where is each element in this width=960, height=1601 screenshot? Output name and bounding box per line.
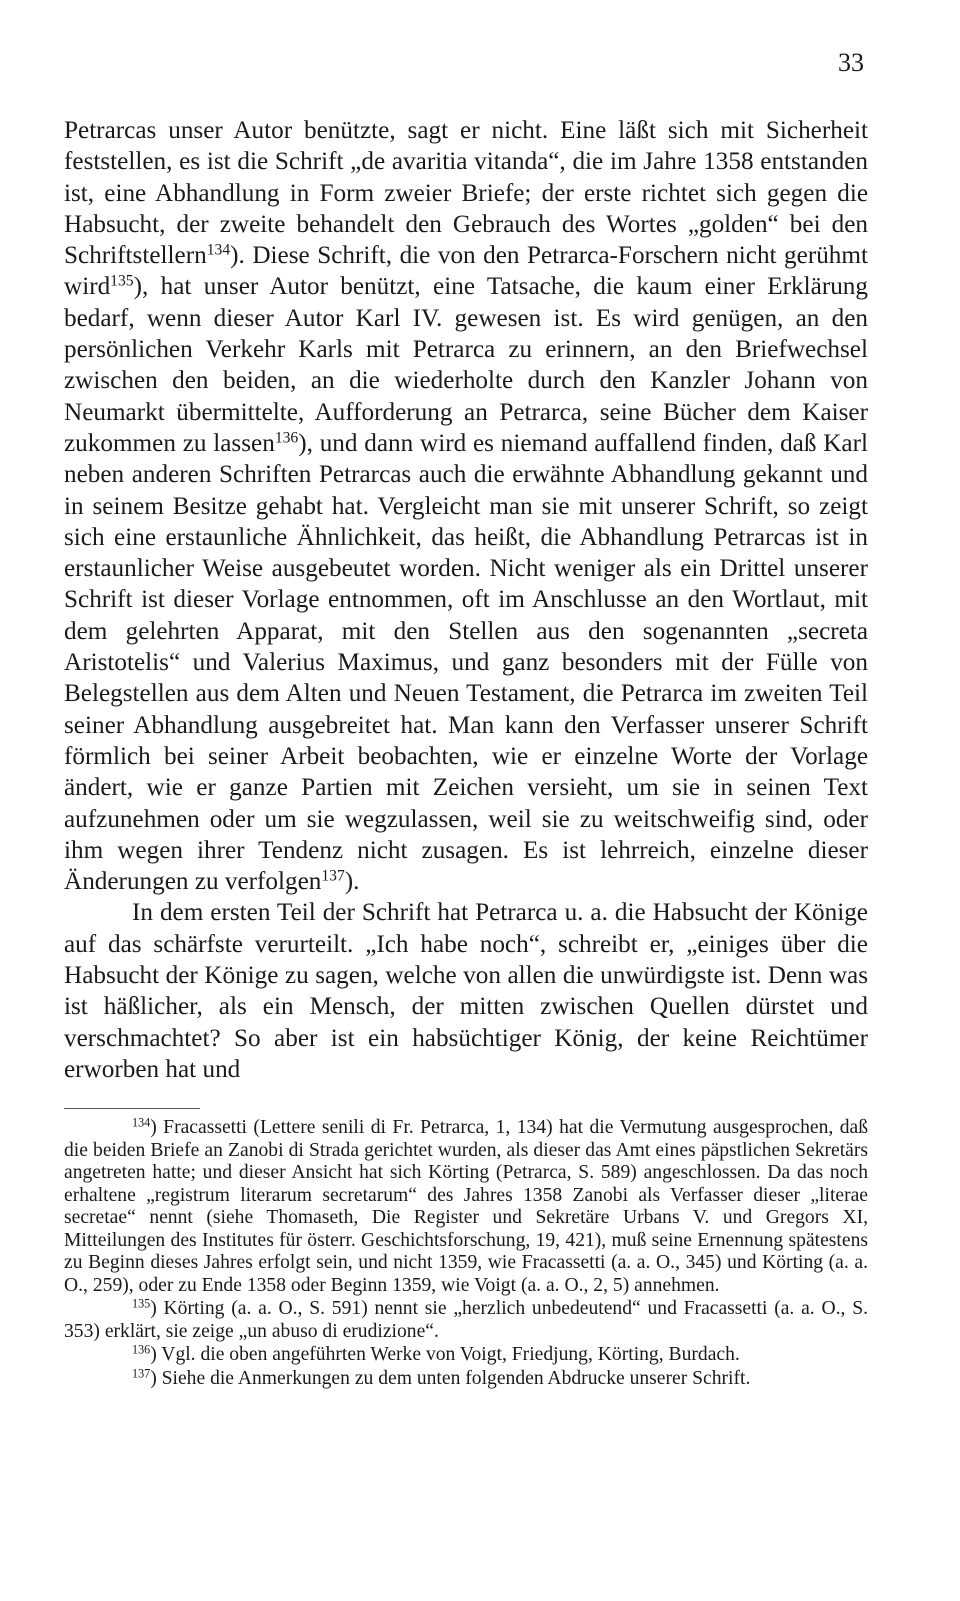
paragraph-text: ). Diese Schrift, die von den Petrarca-Forschern nicht gerühmt wird: [64, 242, 868, 301]
main-text: [64, 115, 868, 1085]
footnote: [64, 1298, 868, 1343]
footnote-reference: 134: [206, 241, 231, 259]
footnote-text: ) Vgl. die oben angeführten Werke von Voigt, Friedjung, Körting, Burdach.: [150, 1344, 740, 1365]
footnote-number: 137: [132, 1365, 151, 1380]
paragraph-text: ).: [344, 868, 360, 896]
footnote-separator: [64, 1108, 200, 1109]
footnote-number: 134: [132, 1115, 151, 1130]
footnote-reference: 135: [110, 272, 134, 290]
footnote-reference: 136: [274, 429, 299, 447]
footnote-text: ) Körting (a. a. O., S. 591) nennt sie „herzlich unbedeutend“ und Fracassetti (a. a. O., S. 353) erklärt, sie zeige „un abuso di erudizione“.: [64, 1298, 868, 1342]
paragraph-text: ), und dann wird es niemand auffallend finden, daß Karl neben anderen Schriften Petrarcas auch die erwähnte Abhandlung gekannt und in seinem Besitze gehabt hat. Vergleicht man sie mit unserer Schrift, so zeigt sich eine erstaunliche Ähnlichkeit, das heißt, die Abhandlung Petrarcas ist in erstaunlicher Weise ausgebeutet worden. Nicht weniger als ein Drittel unserer Schrift ist dieser Vorlage entnommen, oft im Anschlusse an den Wortlaut, mit dem gelehrten Apparat, mit den Stellen aus den sogenannten „secreta Aristotelis“ und Valerius Maximus, und ganz besonders mit der Fülle von Belegstellen aus dem Alten und Neuen Testament, die Petrarca im zweiten Teil seiner Abhandlung ausgebreitet hat. Man kann den Verfasser unserer Schrift förmlich bei seiner Arbeit beobachten, wie er einzelne Worte der Vorlage ändert, wie er ganze Partien mit Zeichen versieht, um sie in seinen Text aufzunehmen oder um sie wegzulassen, weil sie zu weitschweifig sind, oder ihm wegen ihrer Tendenz nicht zusagen. Es ist lehrreich, einzelne dieser Änderungen zu verfolgen: [64, 429, 868, 896]
paragraph: In dem ersten Teil der Schrift hat Petrarca u. a. die Habsucht der Könige auf das schärfste verurteilt. „Ich habe noch“, schreibt er, „einiges über die Habsucht der Könige zu sagen, welche von allen die unwürdigste ist. Denn was ist häßlicher, als ein Mensch, der mitten zwischen Quellen dürstet und verschmachtet? So aber ist ein habsüchtiger König, der keine Reichtümer erworben hat und: [64, 899, 868, 1083]
paragraph: [64, 115, 868, 897]
footnote-number: 136: [132, 1342, 151, 1357]
footnote-number: 135: [132, 1296, 151, 1311]
paragraph-text: Petrarcas unser Autor benützte, sagt er nicht. Eine läßt sich mit Sicherheit feststellen, es ist die Schrift „de avaritia vitanda“, die im Jahre 1358 entstanden ist, eine Abhandlung in Form zweier Briefe; der erste richtet sich gegen die Habsucht, der zweite behandelt den Gebrauch des Wortes „golden“ bei den Schriftstellern: [64, 117, 868, 270]
paragraph-text: ), hat unser Autor benützt, eine Tatsache, die kaum einer Erklärung bedarf, wenn dieser Autor Karl IV. gewesen ist. Es wird genügen, an den persönlichen Verkehr Karls mit Petrarca zu erinnern, an den Briefwechsel zwischen den beiden, an die wiederholte durch den Kanzler Johann von Neumarkt übermittelte, Aufforderung an Petrarca, seine Bücher dem Kaiser zukommen zu lassen: [64, 273, 868, 457]
footnote-text: ) Siehe die Anmerkungen zu dem unten folgenden Abdrucke unserer Schrift.: [150, 1367, 751, 1389]
page-number: 33: [838, 48, 864, 77]
footnote: [64, 1117, 868, 1297]
footnote-text: ) Fracassetti (Lettere senili di Fr. Petrarca, 1, 134) hat die Vermutung ausgesprochen, daß die beiden Briefe an Zanobi di Strada gerichtet wurden, als dieser das Amt eines päpstlichen Sekretärs angetreten hatte; und dieser Ansicht hat sich Körting (Petrarca, S. 589) angeschlossen. Da das noch erhaltene „registrum literarum secretarum“ des Jahres 1358 Zanobi als Verfasser dieser „literae secretae“ nennt (siehe Thomaseth, Die Register und Sekretäre Urbans V. und Gregors XI, Mitteilungen des Institutes für österr. Geschichtsforschung, 19, 421), muß seine Ernennung spätestens zu Beginn dieses Jahres erfolgt sein, und nicht 1359, wie Fracassetti (a. a. O., 345) und Körting (a. a. O., 259), oder zu Ende 1358 oder Beginn 1359, wie Voigt (a. a. O., 2, 5) annehmen.: [64, 1117, 868, 1296]
footnote-reference: 137: [321, 867, 345, 885]
footnote: [64, 1365, 868, 1391]
footnote: [64, 1344, 868, 1367]
footnotes: [64, 1117, 868, 1391]
